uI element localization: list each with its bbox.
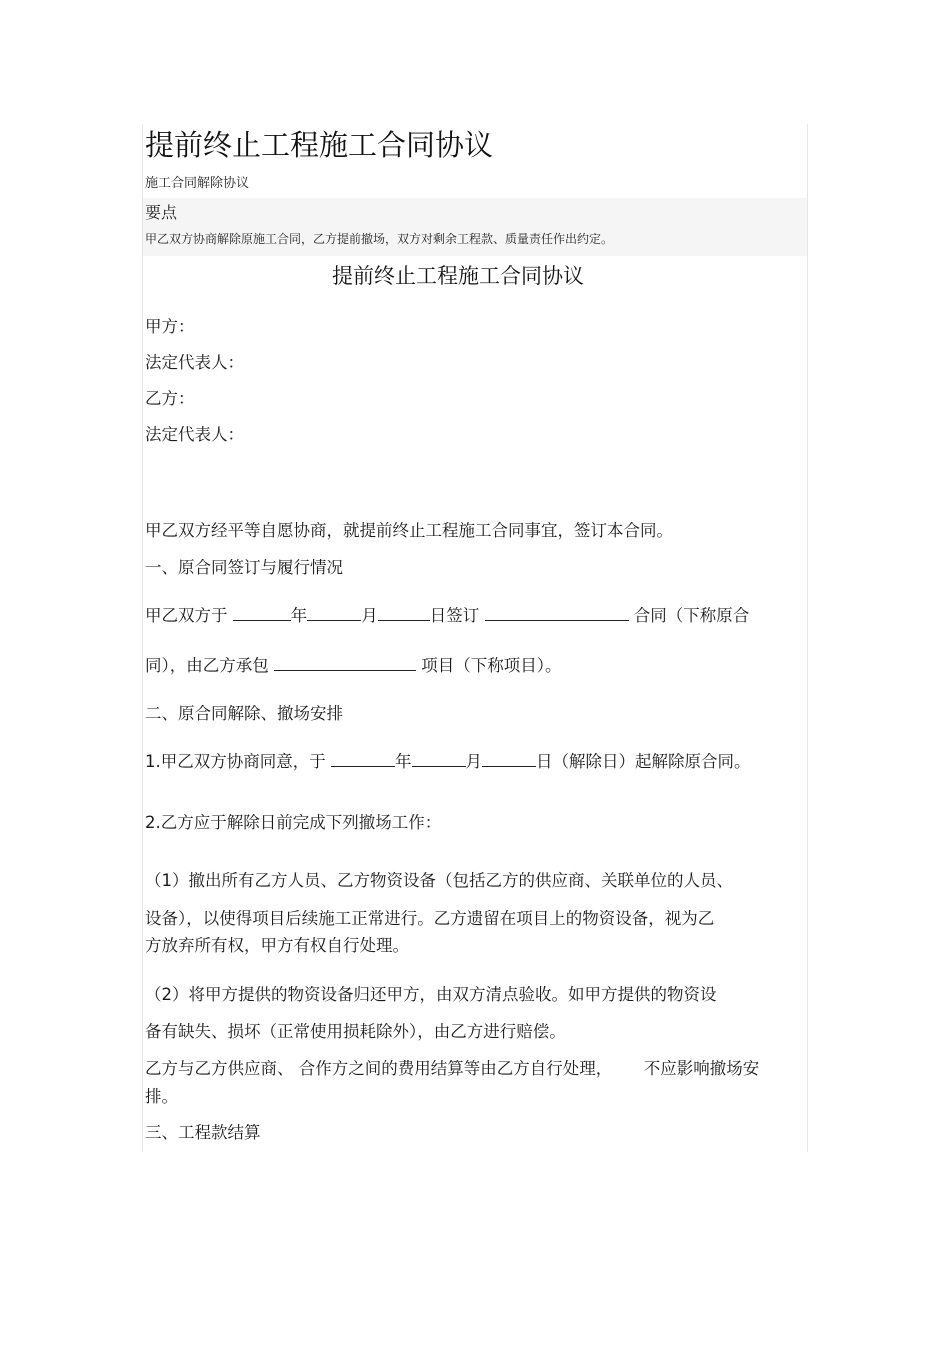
party-a-label: 甲方： xyxy=(145,317,195,336)
intro-paragraph: 甲乙双方经平等自愿协商，就提前终止工程施工合同事宜，签订本合同。 xyxy=(145,521,673,540)
text-span: 年 xyxy=(290,606,308,625)
party-a-rep-label: 法定代表人： xyxy=(145,353,244,372)
text-span: 年 xyxy=(395,752,412,771)
section-2-sub-1-line-2: 设备），以使得项目后续施工正常进行。乙方遗留在项目上的物资设备，视为乙 xyxy=(145,909,715,928)
blank-year xyxy=(331,751,395,767)
summary-text: 甲乙双方协商解除原施工合同，乙方提前撤场，双方对剩余工程款、质量责任作出约定。 xyxy=(145,232,614,246)
section-2-sub-1-line-1: （1）撤出所有乙方人员、乙方物资设备（包括乙方的供应商、关联单位的人员、 xyxy=(145,871,733,890)
blank-day xyxy=(378,605,430,621)
text-span: 同），由乙方承包 xyxy=(145,656,269,675)
text-span: 合同（下称原合 xyxy=(633,606,750,625)
blank-month xyxy=(307,605,361,621)
blank-month xyxy=(412,751,466,767)
document-page xyxy=(142,124,808,1152)
section-2-title: 二、原合同解除、撤场安排 xyxy=(145,704,343,723)
text-span: 项目（下称项目）。 xyxy=(421,656,562,675)
text-span: 日（解除日）起解除原合同。 xyxy=(536,752,751,771)
text-span: 月 xyxy=(361,606,378,625)
blank-contract-name xyxy=(485,605,629,621)
summary-heading: 要点 xyxy=(145,203,178,222)
text-span: 日签订 xyxy=(429,606,480,625)
section-2-sub-2-line-1: （2）将甲方提供的物资设备归还甲方，由双方清点验收。如甲方提供的物资设 xyxy=(145,985,717,1004)
party-b-label: 乙方： xyxy=(145,389,195,408)
blank-project-name xyxy=(274,655,416,671)
section-2-note-line-1: 乙方与乙方供应商、 合作方之间的费用结算等由乙方自行处理， 不应影响撤场安 xyxy=(145,1059,760,1078)
blank-year xyxy=(233,605,291,621)
section-1-line-2 xyxy=(145,655,562,677)
section-2-item-2: 2.乙方应于解除日前完成下列撤场工作： xyxy=(145,813,442,832)
summary-box xyxy=(143,198,807,256)
section-2-sub-2-line-2: 备有缺失、损坏（正常使用损耗除外），由乙方进行赔偿。 xyxy=(145,1022,566,1041)
section-2-sub-1-line-3: 方放弃所有权，甲方有权自行处理。 xyxy=(145,936,409,955)
page-title: 提前终止工程施工合同协议 xyxy=(145,128,494,162)
section-1-line-1 xyxy=(145,605,749,627)
section-2-item-1 xyxy=(145,751,751,773)
contract-title: 提前终止工程施工合同协议 xyxy=(332,264,584,288)
section-3-title: 三、工程款结算 xyxy=(145,1123,261,1142)
blank-day xyxy=(482,751,536,767)
text-span: 月 xyxy=(465,752,482,771)
party-b-rep-label: 法定代表人： xyxy=(145,425,244,444)
text-span: 1.甲乙双方协商同意，于 xyxy=(145,752,326,771)
page-subtitle: 施工合同解除协议 xyxy=(145,176,250,191)
section-1-title: 一、原合同签订与履行情况 xyxy=(145,558,343,577)
section-2-note-line-2: 排。 xyxy=(145,1087,178,1106)
text-span: 甲乙双方于 xyxy=(145,606,228,625)
